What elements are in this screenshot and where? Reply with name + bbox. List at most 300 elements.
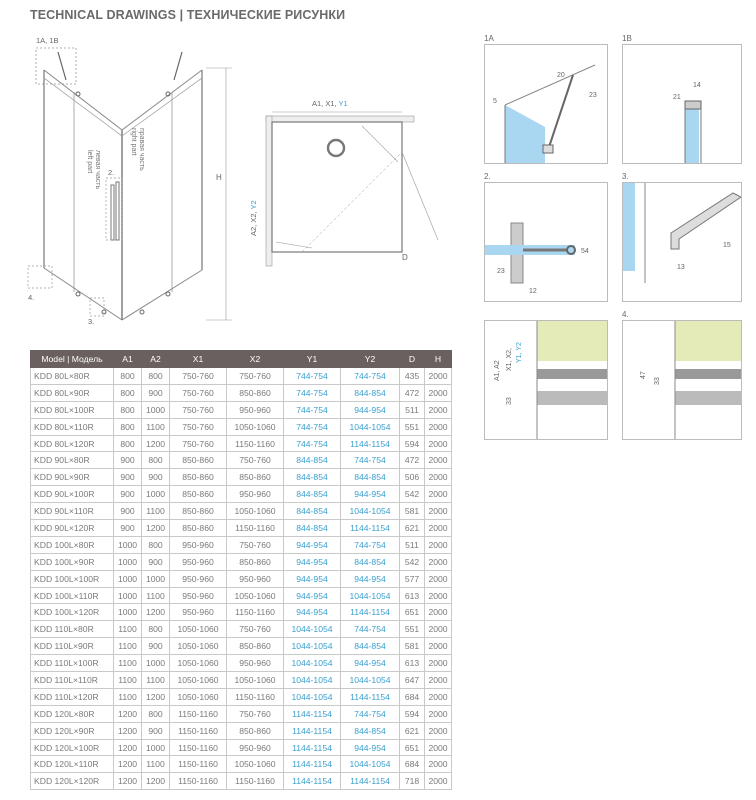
svg-text:21: 21 bbox=[673, 94, 681, 101]
table-row bbox=[31, 503, 452, 520]
table-cell: 900 bbox=[114, 520, 142, 537]
table-cell: 1050-1060 bbox=[227, 418, 284, 435]
table-cell: 844-854 bbox=[341, 722, 400, 739]
detail-1a-panel bbox=[484, 44, 608, 164]
table-cell: 800 bbox=[142, 536, 170, 553]
table-row bbox=[31, 773, 452, 790]
column-header: A1 bbox=[114, 351, 142, 368]
table-cell: 613 bbox=[400, 587, 425, 604]
table-cell: 1150-1160 bbox=[227, 520, 284, 537]
column-header: X1 bbox=[170, 351, 227, 368]
table-cell: 844-854 bbox=[284, 520, 341, 537]
svg-text:23: 23 bbox=[589, 92, 597, 99]
table-cell: 800 bbox=[142, 368, 170, 385]
table-cell: 1044-1054 bbox=[341, 418, 400, 435]
table-cell: 800 bbox=[142, 452, 170, 469]
table-cell: 472 bbox=[400, 384, 425, 401]
table-cell: 1100 bbox=[114, 655, 142, 672]
table-cell: 1144-1154 bbox=[284, 722, 341, 739]
table-cell: 2000 bbox=[425, 486, 452, 503]
detail-1a-drawing bbox=[485, 45, 607, 163]
table-cell: 950-960 bbox=[170, 604, 227, 621]
table-cell: 1050-1060 bbox=[170, 655, 227, 672]
svg-text:54: 54 bbox=[581, 248, 589, 255]
table-cell: KDD 80L×100R bbox=[31, 401, 114, 418]
table-row bbox=[31, 756, 452, 773]
table-cell: 2000 bbox=[425, 722, 452, 739]
column-header: A2 bbox=[142, 351, 170, 368]
table-cell: 744-754 bbox=[284, 384, 341, 401]
plan-view-drawing bbox=[242, 92, 462, 272]
table-cell: KDD 110L×80R bbox=[31, 621, 114, 638]
table-cell: 1150-1160 bbox=[227, 435, 284, 452]
table-cell: 844-854 bbox=[284, 469, 341, 486]
table-cell: 472 bbox=[400, 452, 425, 469]
table-cell: 1000 bbox=[114, 553, 142, 570]
table-cell: 744-754 bbox=[341, 705, 400, 722]
table-cell: 1144-1154 bbox=[341, 435, 400, 452]
table-cell: KDD 80L×80R bbox=[31, 368, 114, 385]
table-cell: 744-754 bbox=[284, 368, 341, 385]
table-cell: 2000 bbox=[425, 452, 452, 469]
svg-text:5: 5 bbox=[493, 98, 497, 105]
table-row bbox=[31, 587, 452, 604]
column-header: Y1 bbox=[284, 351, 341, 368]
table-cell: 542 bbox=[400, 553, 425, 570]
left-part-label: left part bbox=[86, 150, 93, 174]
table-row bbox=[31, 486, 452, 503]
detail-4a-drawing bbox=[485, 321, 607, 439]
table-cell: 511 bbox=[400, 536, 425, 553]
table-cell: 594 bbox=[400, 705, 425, 722]
table-cell: 750-760 bbox=[170, 368, 227, 385]
table-cell: 621 bbox=[400, 520, 425, 537]
table-cell: 900 bbox=[142, 638, 170, 655]
table-cell: 850-860 bbox=[227, 553, 284, 570]
svg-text:33: 33 bbox=[654, 377, 661, 385]
table-cell: 850-860 bbox=[170, 469, 227, 486]
table-cell: 1200 bbox=[142, 773, 170, 790]
table-cell: 1044-1054 bbox=[341, 503, 400, 520]
table-cell: 1050-1060 bbox=[227, 756, 284, 773]
table-cell: 750-760 bbox=[170, 401, 227, 418]
table-row bbox=[31, 739, 452, 756]
table-cell: 621 bbox=[400, 722, 425, 739]
table-cell: KDD 110L×110R bbox=[31, 672, 114, 689]
table-cell: 944-954 bbox=[341, 570, 400, 587]
table-cell: 1044-1054 bbox=[284, 638, 341, 655]
right-part-label-ru: правая часть bbox=[138, 128, 145, 171]
table-cell: 613 bbox=[400, 655, 425, 672]
table-cell: 2000 bbox=[425, 587, 452, 604]
table-cell: 800 bbox=[114, 401, 142, 418]
table-cell: 1044-1054 bbox=[341, 672, 400, 689]
plan-top-dimension: A1, X1, Y1 bbox=[312, 99, 348, 108]
table-cell: KDD 80L×120R bbox=[31, 435, 114, 452]
table-cell: 950-960 bbox=[170, 553, 227, 570]
table-cell: 744-754 bbox=[341, 368, 400, 385]
table-row bbox=[31, 401, 452, 418]
table-cell: 800 bbox=[142, 621, 170, 638]
table-row bbox=[31, 384, 452, 401]
table-cell: 2000 bbox=[425, 655, 452, 672]
table-cell: 1144-1154 bbox=[341, 604, 400, 621]
page-title: TECHNICAL DRAWINGS | ТЕХНИЧЕСКИЕ РИСУНКИ bbox=[30, 8, 346, 22]
detail-1b-label: 1B bbox=[622, 34, 632, 43]
column-header: Y2 bbox=[341, 351, 400, 368]
table-cell: 1000 bbox=[114, 587, 142, 604]
table-cell: KDD 120L×100R bbox=[31, 739, 114, 756]
table-cell: 950-960 bbox=[227, 401, 284, 418]
table-cell: 950-960 bbox=[227, 655, 284, 672]
table-row bbox=[31, 520, 452, 537]
table-row bbox=[31, 722, 452, 739]
table-row bbox=[31, 570, 452, 587]
table-cell: 750-760 bbox=[227, 452, 284, 469]
table-cell: 1144-1154 bbox=[284, 773, 341, 790]
table-cell: 850-860 bbox=[170, 503, 227, 520]
detail-3-panel bbox=[622, 182, 742, 302]
table-cell: 506 bbox=[400, 469, 425, 486]
table-row bbox=[31, 469, 452, 486]
table-cell: 750-760 bbox=[227, 368, 284, 385]
table-cell: 850-860 bbox=[227, 469, 284, 486]
table-cell: 900 bbox=[142, 469, 170, 486]
table-cell: 1000 bbox=[114, 536, 142, 553]
table-cell: 1050-1060 bbox=[170, 688, 227, 705]
table-cell: 435 bbox=[400, 368, 425, 385]
table-cell: 2000 bbox=[425, 368, 452, 385]
table-cell: 1044-1054 bbox=[341, 756, 400, 773]
column-header: X2 bbox=[227, 351, 284, 368]
table-cell: 1200 bbox=[114, 722, 142, 739]
table-cell: 1100 bbox=[142, 756, 170, 773]
callout-3-label: 3. bbox=[88, 317, 95, 326]
table-cell: KDD 100L×90R bbox=[31, 553, 114, 570]
table-cell: 1100 bbox=[114, 621, 142, 638]
table-cell: 1100 bbox=[114, 672, 142, 689]
callout-4-label: 4. bbox=[28, 293, 35, 302]
table-row bbox=[31, 368, 452, 385]
table-cell: 2000 bbox=[425, 536, 452, 553]
column-header: Model | Модель bbox=[31, 351, 114, 368]
table-cell: 800 bbox=[142, 705, 170, 722]
table-cell: 850-860 bbox=[170, 520, 227, 537]
table-cell: 744-754 bbox=[341, 621, 400, 638]
table-cell: KDD 100L×120R bbox=[31, 604, 114, 621]
table-cell: KDD 90L×120R bbox=[31, 520, 114, 537]
table-cell: KDD 110L×100R bbox=[31, 655, 114, 672]
table-cell: 1044-1054 bbox=[284, 621, 341, 638]
table-cell: KDD 100L×100R bbox=[31, 570, 114, 587]
table-cell: 2000 bbox=[425, 570, 452, 587]
table-cell: 1044-1054 bbox=[284, 688, 341, 705]
table-cell: 2000 bbox=[425, 756, 452, 773]
table-cell: 744-754 bbox=[341, 536, 400, 553]
svg-text:X1, X2,: X1, X2, bbox=[506, 348, 513, 371]
table-cell: 1100 bbox=[142, 587, 170, 604]
svg-text:15: 15 bbox=[723, 242, 731, 249]
table-cell: 2000 bbox=[425, 688, 452, 705]
table-cell: 542 bbox=[400, 486, 425, 503]
table-cell: 1150-1160 bbox=[227, 773, 284, 790]
table-cell: 844-854 bbox=[341, 553, 400, 570]
table-cell: 744-754 bbox=[284, 418, 341, 435]
table-row bbox=[31, 418, 452, 435]
table-cell: 718 bbox=[400, 773, 425, 790]
table-cell: 1144-1154 bbox=[284, 705, 341, 722]
plan-side-dimension: A2, X2, Y2 bbox=[249, 200, 258, 236]
detail-1b-panel bbox=[622, 44, 742, 164]
table-cell: 1144-1154 bbox=[341, 773, 400, 790]
table-cell: 1200 bbox=[114, 756, 142, 773]
detail-3-label: 3. bbox=[622, 172, 629, 181]
table-cell: 651 bbox=[400, 604, 425, 621]
table-cell: 1150-1160 bbox=[170, 705, 227, 722]
table-row bbox=[31, 553, 452, 570]
spec-table bbox=[30, 350, 452, 790]
table-cell: 2000 bbox=[425, 503, 452, 520]
table-cell: 1100 bbox=[114, 688, 142, 705]
table-cell: 2000 bbox=[425, 520, 452, 537]
detail-3-drawing bbox=[623, 183, 741, 301]
table-row bbox=[31, 536, 452, 553]
svg-text:13: 13 bbox=[677, 264, 685, 271]
table-cell: 2000 bbox=[425, 604, 452, 621]
table-cell: 744-754 bbox=[284, 401, 341, 418]
table-cell: 1144-1154 bbox=[284, 739, 341, 756]
table-row bbox=[31, 638, 452, 655]
table-cell: 750-760 bbox=[227, 536, 284, 553]
table-cell: 1150-1160 bbox=[170, 739, 227, 756]
table-cell: 1144-1154 bbox=[284, 756, 341, 773]
table-cell: 511 bbox=[400, 401, 425, 418]
callout-1a1b-label: 1A, 1B bbox=[36, 36, 59, 45]
table-cell: 1044-1054 bbox=[284, 655, 341, 672]
table-row bbox=[31, 705, 452, 722]
table-cell: KDD 120L×110R bbox=[31, 756, 114, 773]
table-cell: 1150-1160 bbox=[170, 773, 227, 790]
table-cell: 900 bbox=[114, 452, 142, 469]
table-cell: 551 bbox=[400, 621, 425, 638]
detail-2-panel bbox=[484, 182, 608, 302]
table-cell: 1050-1060 bbox=[170, 638, 227, 655]
table-cell: 750-760 bbox=[170, 435, 227, 452]
table-cell: KDD 90L×90R bbox=[31, 469, 114, 486]
table-cell: 844-854 bbox=[284, 503, 341, 520]
table-cell: 1200 bbox=[114, 773, 142, 790]
table-cell: 1044-1054 bbox=[284, 672, 341, 689]
detail-4a-panel bbox=[484, 320, 608, 440]
table-cell: 1150-1160 bbox=[170, 756, 227, 773]
table-cell: 1200 bbox=[114, 705, 142, 722]
detail-1b-drawing bbox=[623, 45, 741, 163]
left-part-label-ru: левая часть bbox=[94, 150, 101, 190]
svg-text:23: 23 bbox=[497, 268, 505, 275]
table-cell: 1050-1060 bbox=[170, 672, 227, 689]
table-cell: 1150-1160 bbox=[170, 722, 227, 739]
table-cell: 581 bbox=[400, 638, 425, 655]
table-cell: KDD 110L×120R bbox=[31, 688, 114, 705]
table-cell: 950-960 bbox=[170, 587, 227, 604]
table-cell: KDD 100L×110R bbox=[31, 587, 114, 604]
table-cell: 750-760 bbox=[227, 705, 284, 722]
table-cell: 1144-1154 bbox=[341, 688, 400, 705]
column-header: D bbox=[400, 351, 425, 368]
table-cell: KDD 120L×90R bbox=[31, 722, 114, 739]
svg-text:14: 14 bbox=[693, 82, 701, 89]
table-cell: 2000 bbox=[425, 401, 452, 418]
table-cell: 1000 bbox=[142, 401, 170, 418]
table-cell: 1150-1160 bbox=[227, 604, 284, 621]
table-cell: 684 bbox=[400, 756, 425, 773]
table-cell: KDD 120L×120R bbox=[31, 773, 114, 790]
table-cell: 2000 bbox=[425, 672, 452, 689]
table-row bbox=[31, 655, 452, 672]
svg-text:20: 20 bbox=[557, 72, 565, 79]
table-cell: 950-960 bbox=[170, 570, 227, 587]
table-cell: 1050-1060 bbox=[227, 587, 284, 604]
table-cell: 950-960 bbox=[227, 486, 284, 503]
table-cell: 2000 bbox=[425, 621, 452, 638]
table-cell: 2000 bbox=[425, 739, 452, 756]
table-cell: 551 bbox=[400, 418, 425, 435]
table-cell: 750-760 bbox=[170, 384, 227, 401]
table-cell: 1200 bbox=[142, 604, 170, 621]
table-cell: KDD 90L×80R bbox=[31, 452, 114, 469]
height-dimension-label: H bbox=[216, 173, 222, 182]
svg-text:12: 12 bbox=[529, 288, 537, 295]
table-cell: 900 bbox=[142, 722, 170, 739]
table-row bbox=[31, 672, 452, 689]
right-part-label: right part bbox=[130, 128, 137, 156]
table-cell: 850-860 bbox=[170, 452, 227, 469]
table-cell: 1050-1060 bbox=[170, 621, 227, 638]
table-cell: 850-860 bbox=[170, 486, 227, 503]
table-row bbox=[31, 688, 452, 705]
table-cell: 1000 bbox=[142, 570, 170, 587]
table-cell: 2000 bbox=[425, 384, 452, 401]
table-cell: 900 bbox=[114, 469, 142, 486]
table-cell: 950-960 bbox=[170, 536, 227, 553]
table-cell: 944-954 bbox=[284, 536, 341, 553]
table-cell: 850-860 bbox=[227, 638, 284, 655]
table-cell: KDD 80L×90R bbox=[31, 384, 114, 401]
svg-text:A1, A2: A1, A2 bbox=[494, 360, 501, 381]
table-cell: 844-854 bbox=[341, 638, 400, 655]
table-cell: 1100 bbox=[142, 672, 170, 689]
table-cell: KDD 120L×80R bbox=[31, 705, 114, 722]
table-cell: 2000 bbox=[425, 638, 452, 655]
table-cell: 800 bbox=[114, 368, 142, 385]
table-cell: KDD 90L×100R bbox=[31, 486, 114, 503]
table-cell: KDD 80L×110R bbox=[31, 418, 114, 435]
table-cell: 850-860 bbox=[227, 384, 284, 401]
table-cell: 2000 bbox=[425, 418, 452, 435]
table-cell: 1000 bbox=[142, 655, 170, 672]
table-cell: KDD 90L×110R bbox=[31, 503, 114, 520]
table-cell: 1144-1154 bbox=[341, 520, 400, 537]
table-cell: 1000 bbox=[142, 739, 170, 756]
table-cell: 944-954 bbox=[341, 739, 400, 756]
table-cell: 944-954 bbox=[284, 587, 341, 604]
table-cell: 750-760 bbox=[227, 621, 284, 638]
table-cell: 944-954 bbox=[284, 570, 341, 587]
column-header: H bbox=[425, 351, 452, 368]
detail-4b-panel bbox=[622, 320, 742, 440]
table-cell: 944-954 bbox=[341, 486, 400, 503]
table-cell: 2000 bbox=[425, 773, 452, 790]
table-cell: 1050-1060 bbox=[227, 672, 284, 689]
callout-2-label: 2. bbox=[108, 168, 115, 177]
detail-2-drawing bbox=[485, 183, 607, 301]
table-cell: 594 bbox=[400, 435, 425, 452]
table-cell: 1000 bbox=[114, 570, 142, 587]
svg-text:47: 47 bbox=[640, 371, 647, 379]
table-cell: 850-860 bbox=[227, 722, 284, 739]
table-header-row bbox=[31, 351, 452, 368]
table-cell: 647 bbox=[400, 672, 425, 689]
table-cell: 1100 bbox=[114, 638, 142, 655]
table-cell: 944-954 bbox=[284, 604, 341, 621]
svg-text:33: 33 bbox=[506, 397, 513, 405]
table-cell: 900 bbox=[142, 384, 170, 401]
table-cell: 844-854 bbox=[284, 486, 341, 503]
table-cell: 1000 bbox=[142, 486, 170, 503]
table-cell: 844-854 bbox=[341, 384, 400, 401]
table-cell: 944-954 bbox=[341, 401, 400, 418]
svg-text:Y1, Y2: Y1, Y2 bbox=[516, 342, 523, 363]
detail-4b-drawing bbox=[623, 321, 741, 439]
table-cell: 800 bbox=[114, 418, 142, 435]
detail-1a-label: 1A bbox=[484, 34, 494, 43]
table-cell: KDD 100L×80R bbox=[31, 536, 114, 553]
table-row bbox=[31, 435, 452, 452]
plan-diagonal-label: D bbox=[402, 253, 408, 262]
detail-4b-label: 4. bbox=[622, 310, 629, 319]
table-cell: KDD 110L×90R bbox=[31, 638, 114, 655]
table-cell: 744-754 bbox=[284, 435, 341, 452]
table-cell: 2000 bbox=[425, 705, 452, 722]
table-cell: 950-960 bbox=[227, 739, 284, 756]
table-cell: 944-954 bbox=[341, 655, 400, 672]
table-cell: 1200 bbox=[142, 435, 170, 452]
table-cell: 1200 bbox=[142, 520, 170, 537]
table-cell: 2000 bbox=[425, 469, 452, 486]
table-cell: 1100 bbox=[142, 418, 170, 435]
table-cell: 1050-1060 bbox=[227, 503, 284, 520]
table-cell: 684 bbox=[400, 688, 425, 705]
table-cell: 651 bbox=[400, 739, 425, 756]
table-cell: 750-760 bbox=[170, 418, 227, 435]
shower-enclosure-drawing bbox=[22, 30, 242, 330]
table-cell: 1200 bbox=[142, 688, 170, 705]
table-cell: 800 bbox=[114, 384, 142, 401]
table-cell: 2000 bbox=[425, 435, 452, 452]
table-row bbox=[31, 621, 452, 638]
table-cell: 900 bbox=[142, 553, 170, 570]
table-cell: 844-854 bbox=[284, 452, 341, 469]
table-cell: 844-854 bbox=[341, 469, 400, 486]
table-cell: 1150-1160 bbox=[227, 688, 284, 705]
table-cell: 950-960 bbox=[227, 570, 284, 587]
table-cell: 1000 bbox=[114, 604, 142, 621]
table-row bbox=[31, 452, 452, 469]
table-cell: 581 bbox=[400, 503, 425, 520]
table-cell: 1200 bbox=[114, 739, 142, 756]
table-cell: 1044-1054 bbox=[341, 587, 400, 604]
table-row bbox=[31, 604, 452, 621]
